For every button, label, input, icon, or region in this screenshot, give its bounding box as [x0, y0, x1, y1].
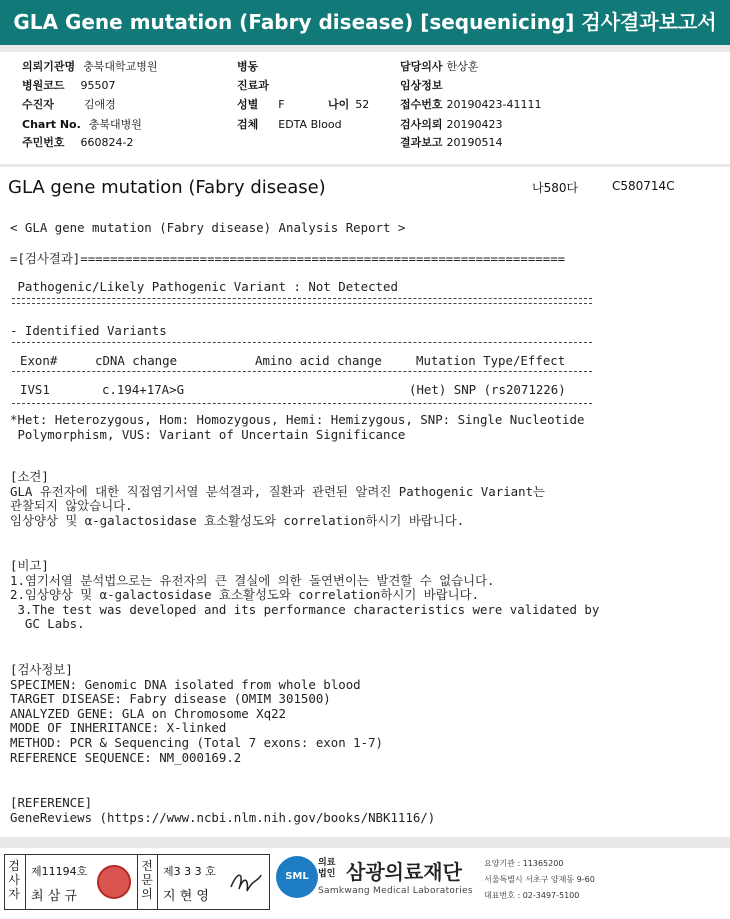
- col-mutation: Mutation Type/Effect: [416, 353, 566, 368]
- result-line: Pathogenic/Likely Pathogenic Variant : Not Detected: [10, 279, 398, 294]
- examiner-name: 최 삼 규: [31, 889, 77, 904]
- brand-english: Samkwang Medical Laboratories: [318, 886, 473, 896]
- specialist-name: 지 현 영: [163, 889, 209, 904]
- request-date-field: 검사의뢰 20190423: [400, 118, 503, 131]
- table-header-divider: [12, 371, 592, 372]
- table-top-divider: [12, 342, 592, 343]
- examiner-label: 검사자: [8, 859, 20, 901]
- result-divider: [12, 298, 592, 304]
- sml-logo-icon: SML: [276, 856, 318, 898]
- report-code-1: 나580다: [532, 181, 579, 195]
- signature-box: [4, 854, 270, 910]
- cell-exon: IVS1: [20, 382, 50, 397]
- resident-no-field: 주민번호 660824-2: [22, 136, 134, 149]
- contact-phone: 대표번호 : 02-3497-5100: [484, 891, 580, 900]
- cell-cdna: c.194+17A>G: [102, 382, 185, 397]
- sex-field: 성별 F: [237, 98, 285, 111]
- ward-field: 병동: [237, 60, 259, 73]
- table-bottom-divider: [12, 403, 592, 404]
- col-exon: Exon#: [20, 353, 58, 368]
- report-heading: GLA gene mutation (Fabry disease): [8, 177, 326, 198]
- report-title-bar: GLA Gene mutation (Fabry disease) [sequenicing] 검사결과보고서: [0, 0, 730, 45]
- brand-name: 삼광의료재단: [346, 860, 462, 884]
- clinical-info-field: 임상정보: [400, 79, 443, 92]
- receipt-no-field: 접수번호 20190423-41111: [400, 98, 542, 111]
- collector-field: 수진자 김애경: [22, 98, 116, 111]
- result-section-header: =[검사결과]=================================================================: [10, 251, 566, 266]
- cell-mutation: (Het) SNP (rs2071226): [409, 382, 566, 397]
- age-field: 나이 52: [328, 98, 370, 111]
- seal-icon: [97, 865, 131, 899]
- footer: [0, 848, 730, 919]
- test-info-section: [검사정보] SPECIMEN: Genomic DNA isolated from whole blood TARGET DISEASE: Fabry disease (OMIM 301500) ANALYZED GENE: GLA on Chromosome Xq22 MODE OF INHERITANCE: X-linked METHOD: PCR & Sequencing (Total 7 exons: exon 1-7) REFERENCE SEQUENCE: NM_000169.2: [10, 662, 383, 765]
- department-field: 진료과: [237, 79, 269, 92]
- footnote: *Het: Heterozygous, Hom: Homozygous, Hemi: Hemizygous, SNP: Single Nucleotide Polymorphism, VUS: Variant of Uncertain Significance: [10, 412, 585, 442]
- doctor-field: 담당의사 한상훈: [400, 60, 479, 73]
- reference-title: [REFERENCE]: [10, 795, 93, 810]
- hospital-code-field: 병원코드 95507: [22, 79, 116, 92]
- report-code-2: C580714C: [612, 179, 675, 193]
- reference-section: [10, 796, 435, 825]
- report-date-field: 결과보고 20190514: [400, 136, 503, 149]
- brand-prefix: 의료 법인: [318, 858, 336, 879]
- test-info-title: [검사정보]: [10, 662, 73, 677]
- report-subtitle: < GLA gene mutation (Fabry disease) Analysis Report >: [10, 220, 406, 235]
- contact-address: 서울특별시 서초구 양재동 9-60: [484, 875, 595, 884]
- reference-link: GeneReviews (https://www.ncbi.nlm.nih.gov/books/NBK1116/): [10, 809, 436, 825]
- chart-no-field: Chart No. 충북대병원: [22, 118, 142, 131]
- contact-institution-code: 요양기관 : 11365200: [484, 859, 564, 868]
- specialist-license: 제3 3 3 호: [163, 865, 216, 878]
- report-body: [0, 167, 730, 837]
- signature-icon: [227, 867, 263, 897]
- col-cdna: cDNA change: [95, 353, 178, 368]
- variants-header: - Identified Variants: [10, 323, 167, 338]
- col-amino: Amino acid change: [255, 353, 382, 368]
- specialist-label: 전문의: [141, 859, 153, 901]
- patient-info-panel: [0, 52, 730, 164]
- examiner-license: 제11194호: [31, 865, 88, 878]
- opinion-title: [소견]: [10, 469, 49, 484]
- remarks-title: [비고]: [10, 558, 49, 573]
- remarks-section: [비고] 1.염기서열 분석법으로는 유전자의 큰 결실에 의한 돌연변이는 발견할 수 없습니다. 2.임상양상 및 α-galactosidase 효소활성도와 correlation하시기 바랍니다. 3.The test was developed and its performance characteristics were validated by GC Labs.: [10, 558, 600, 632]
- specimen-field: 검체 EDTA Blood: [237, 118, 342, 131]
- opinion-section: [소견] GLA 유전자에 대한 직접염기서열 분석결과, 질환과 관련된 알려진 Pathogenic Variant는 관찰되지 않았습니다. 임상양상 및 α-galactosidase 효소활성도와 correlation하시기 바랍니다.: [10, 469, 545, 528]
- institution-field: 의뢰기관명 충북대학교병원: [22, 60, 158, 73]
